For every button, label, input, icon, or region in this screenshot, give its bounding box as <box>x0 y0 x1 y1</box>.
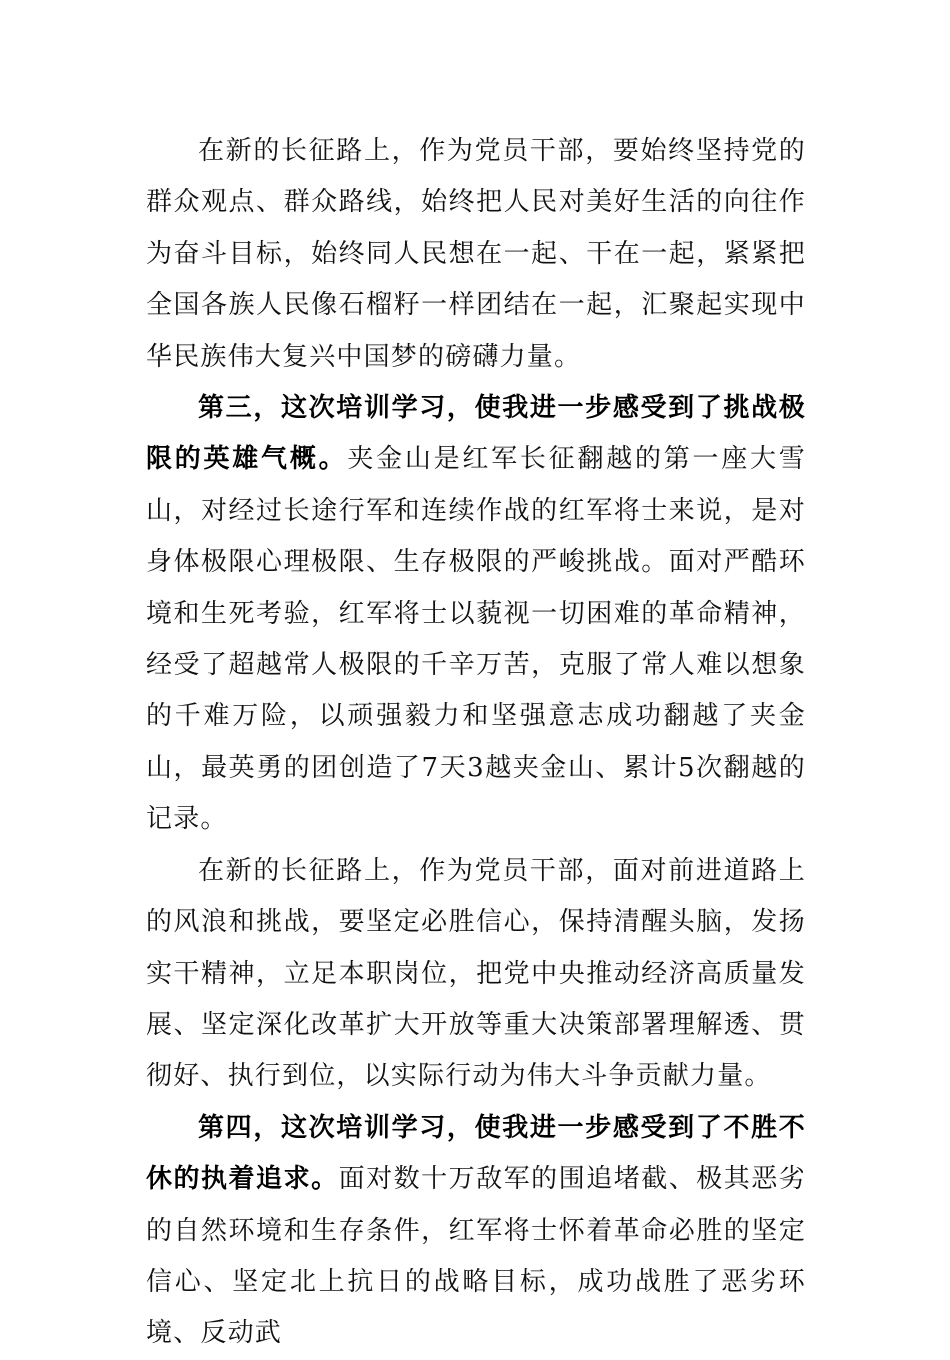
paragraph-4-body: 面对数十万敌军的围追堵截、极其恶劣的自然环境和生存条件，红军将士怀着革命必胜的坚定信心、坚定北上抗日的战略目标，成功战胜了恶劣环境、反动武 <box>146 1164 806 1349</box>
paragraph-3 <box>146 846 806 1103</box>
paragraph-1 <box>146 126 806 383</box>
paragraph-3-body: 在新的长征路上，作为党员干部，面对前进道路上的风浪和挑战，要坚定必胜信心，保持清醒头脑，发扬实干精神，立足本职岗位，把党中央推动经济高质量发展、坚定深化改革扩大开放等重大决策部署理解透、贯彻好、执行到位，以实际行动为伟大斗争贡献力量。 <box>146 855 806 1092</box>
paragraph-2 <box>146 383 806 846</box>
document-body <box>146 126 806 1360</box>
paragraph-1-body: 在新的长征路上，作为党员干部，要始终坚持党的群众观点、群众路线，始终把人民对美好生活的向往作为奋斗目标，始终同人民想在一起、干在一起，紧紧把全国各族人民像石榴籽一样团结在一起，汇聚起实现中华民族伟大复兴中国梦的磅礴力量。 <box>146 136 806 372</box>
paragraph-4 <box>146 1103 806 1360</box>
paragraph-2-body: 夹金山是红军长征翻越的第一座大雪山，对经过长途行军和连续作战的红军将士来说，是对身体极限心理极限、生存极限的严峻挑战。面对严酷环境和生死考验，红军将士以藐视一切困难的革命精神，经受了超越常人极限的千辛万苦，克服了常人难以想象的千难万险，以顽强毅力和坚强意志成功翻越了夹金山，最英勇的团创造了7天3越夹金山、累计5次翻越的记录。 <box>146 444 806 835</box>
paragraph-4-lead: 第四，这次培训学习，使我进一步感受到了不胜不休的执着追求。 <box>146 1112 806 1195</box>
paragraph-2-lead: 第三，这次培训学习，使我进一步感受到了挑战极限的英雄气概。 <box>146 393 806 475</box>
